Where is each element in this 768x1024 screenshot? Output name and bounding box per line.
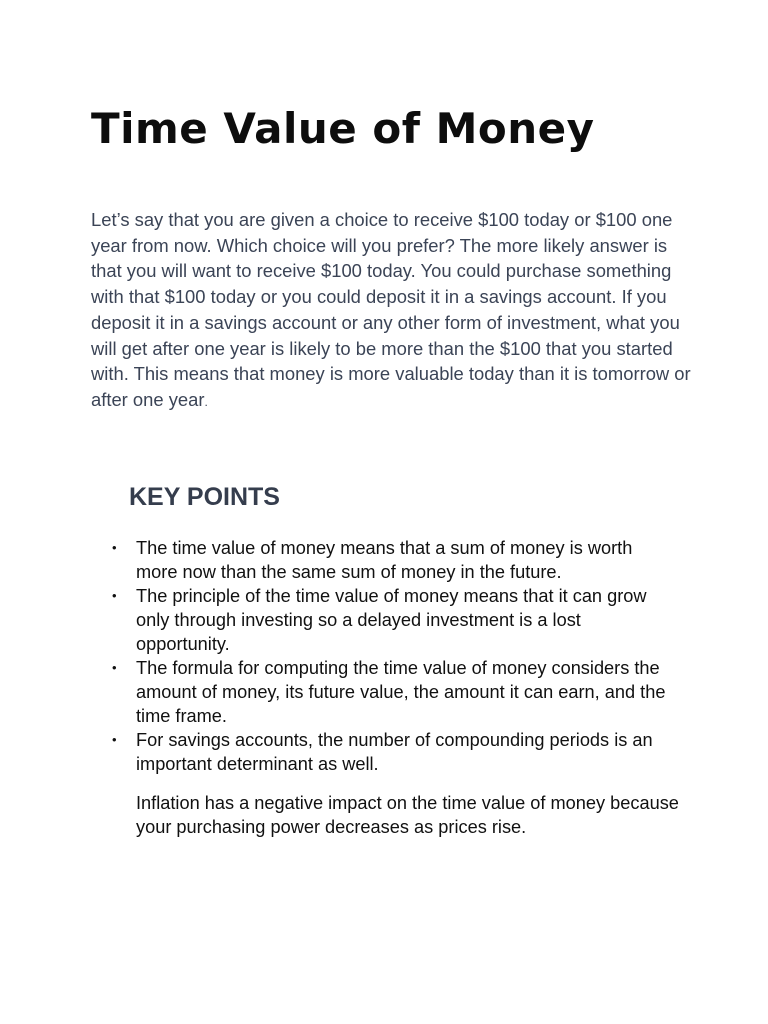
list-item-text: The formula for computing the time value of money considers the amount of money, its future value, the amount it can earn, and the time frame.	[136, 658, 666, 726]
key-points-heading: KEY POINTS	[129, 483, 280, 511]
inflation-paragraph: Inflation has a negative impact on the time value of money because your purchasing power decreases as prices rise.	[136, 793, 679, 837]
bullet-icon: •	[112, 732, 117, 747]
bullet-icon: •	[112, 540, 117, 555]
list-item-text: The principle of the time value of money means that it can grow only through investing so a delayed investment is a lost opportunity.	[136, 586, 647, 654]
list-item	[108, 584, 678, 656]
list-item-text: For savings accounts, the number of compounding periods is an important determinant as well.	[136, 730, 653, 774]
key-points-list	[108, 536, 678, 776]
intro-paragraph	[91, 207, 691, 416]
bullet-icon: •	[112, 588, 117, 603]
list-item-text: The time value of money means that a sum of money is worth more now than the same sum of money in the future.	[136, 538, 633, 582]
list-item	[108, 656, 678, 728]
intro-text: Let’s say that you are given a choice to receive $100 today or $100 one year from now. Which choice will you prefer? The more likely answer is that you will want to receive $100 today. You could purchase something with that $100 today or you could deposit it in a savings account. If you deposit it in a savings account or any other form of investment, what you will get after one year is likely to be more than the $100 that you started with. This means that money is more valuable today than it is tomorrow or after one year	[91, 209, 691, 410]
bullet-icon: •	[112, 660, 117, 675]
document-title: Time Value of Money	[91, 104, 595, 153]
intro-end-period: .	[204, 394, 208, 409]
list-item	[108, 536, 678, 584]
list-item	[108, 728, 678, 776]
